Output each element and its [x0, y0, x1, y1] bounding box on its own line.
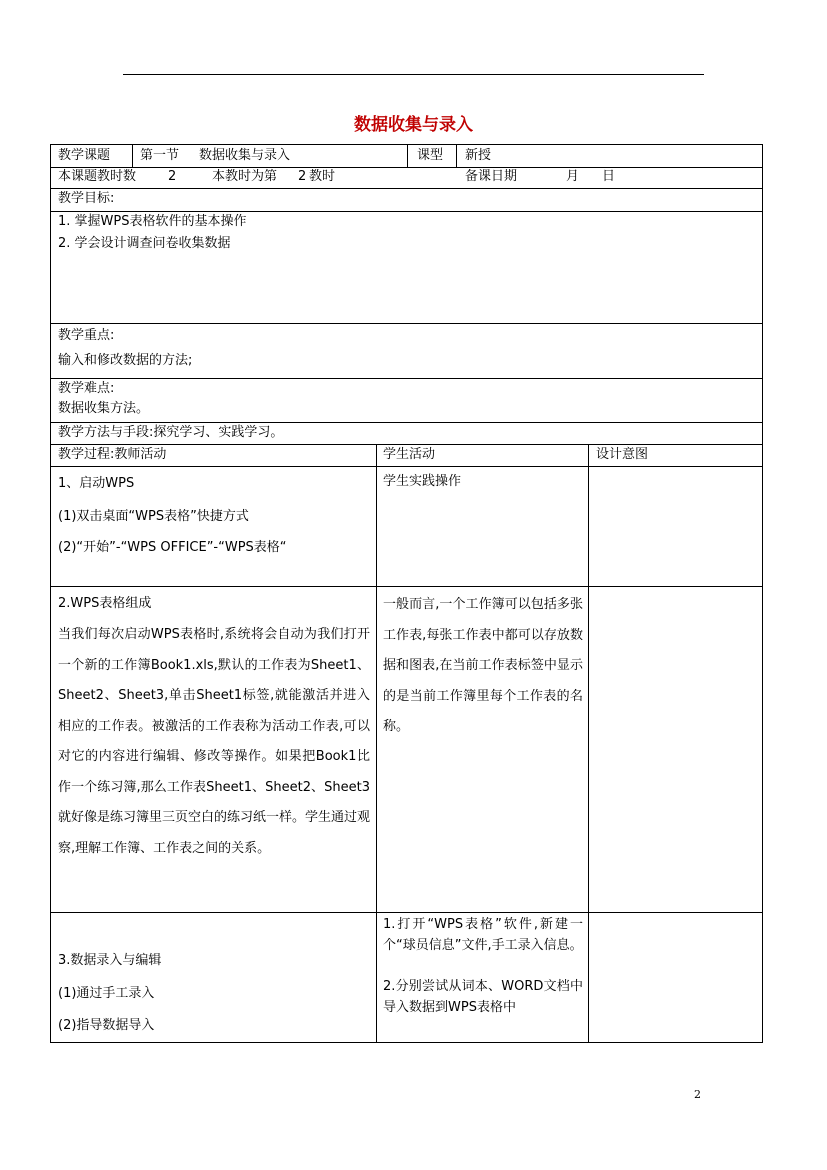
step2-row	[51, 586, 762, 913]
step1-line: (2)“开始”-“WPS OFFICE”-“WPS表格“	[58, 540, 287, 555]
total-hours-label: 本课题教时数	[58, 169, 137, 184]
divider	[376, 466, 377, 586]
document-title: 数据收集与录入	[354, 115, 473, 135]
step1-title: 1、启动WPS	[58, 476, 135, 491]
step1-student: 学生实践操作	[383, 474, 462, 489]
step3-student: 1.打开“WPS表格”软件,新建一个“球员信息”文件,手工录入信息。	[383, 917, 583, 953]
step3-student: 2.分别尝试从词本、WORD文档中导入数据到WPS表格中	[383, 979, 583, 1015]
topic-label: 教学课题	[58, 148, 111, 163]
divider	[376, 444, 377, 466]
prep-date-label: 备课日期	[465, 169, 518, 184]
step3-title: 3.数据录入与编辑	[58, 953, 162, 968]
methods-row	[51, 422, 762, 445]
header-rule	[123, 74, 704, 75]
key-points-row	[51, 323, 762, 379]
page-number: 2	[694, 1088, 701, 1101]
divider	[376, 586, 377, 912]
divider	[588, 444, 589, 466]
divider	[588, 466, 589, 586]
difficulties-content: 数据收集方法。	[58, 401, 150, 416]
student-activity-header: 学生活动	[383, 447, 436, 462]
current-hour-suffix: 教时	[309, 169, 336, 184]
goals-content-row	[51, 211, 762, 324]
step1-row	[51, 466, 762, 587]
difficulties-row	[51, 378, 762, 423]
divider	[376, 912, 377, 1042]
difficulties-label: 教学难点:	[58, 381, 115, 396]
step2-title: 2.WPS表格组成	[58, 596, 152, 611]
step1-line: (1)双击桌面“WPS表格”快捷方式	[58, 509, 249, 524]
goal-item: 1. 掌握WPS表格软件的基本操作	[58, 214, 247, 229]
divider	[588, 912, 589, 1042]
step2-student: 一般而言,一个工作簿可以包括多张工作表,每张工作表中都可以存放数据和图表,在当前工作表标签中显示的是当前工作簿里每个工作表的名称。	[383, 597, 583, 734]
current-hour-label: 本教时为第	[212, 169, 278, 184]
teacher-activity-header: 教学过程:教师活动	[58, 447, 167, 462]
topic-row	[51, 145, 762, 168]
current-hour-value: 2	[298, 169, 307, 184]
prep-date-month: 月	[566, 169, 580, 184]
key-points-label: 教学重点:	[58, 328, 115, 343]
hours-row	[51, 167, 762, 189]
key-points-content: 输入和修改数据的方法;	[58, 353, 193, 368]
design-intent-header: 设计意图	[596, 447, 649, 462]
lesson-plan-table	[50, 144, 763, 1043]
divider	[588, 586, 589, 912]
divider	[456, 145, 457, 167]
topic-section: 第一节	[140, 148, 180, 163]
step3-line: (2)指导数据导入	[58, 1018, 155, 1033]
step2-body: 当我们每次启动WPS表格时,系统将会自动为我们打开一个新的工作簿Book1.xls,默认的工作表为Sheet1、Sheet2、Sheet3,单击Sheet1标签,就能激活并进入相应的工作表。被激活的工作表称为活动工作表,可以对它的内容进行编辑、修改等操作。如果把Book1比作一个练习簿,那么工作表Sheet1、Sheet2、Sheet3就好像是练习簿里三页空白的练习纸一样。学生通过观察,理解工作簿、工作表之间的关系。	[58, 627, 371, 856]
goal-item: 2. 学会设计调查问卷收集数据	[58, 236, 231, 251]
goals-label-row	[51, 188, 762, 212]
process-header-row	[51, 444, 762, 467]
divider	[407, 145, 408, 167]
type-label: 课型	[417, 148, 444, 163]
step3-line: (1)通过手工录入	[58, 986, 155, 1001]
step3-row	[51, 912, 762, 1042]
divider	[132, 145, 133, 167]
type-value: 新授	[465, 148, 492, 163]
methods-text: 教学方法与手段:探究学习、实践学习。	[58, 425, 284, 440]
prep-date-day: 日	[602, 169, 616, 184]
goals-label: 教学目标:	[58, 191, 115, 206]
total-hours-value: 2	[168, 169, 177, 184]
topic-name: 数据收集与录入	[199, 148, 291, 163]
